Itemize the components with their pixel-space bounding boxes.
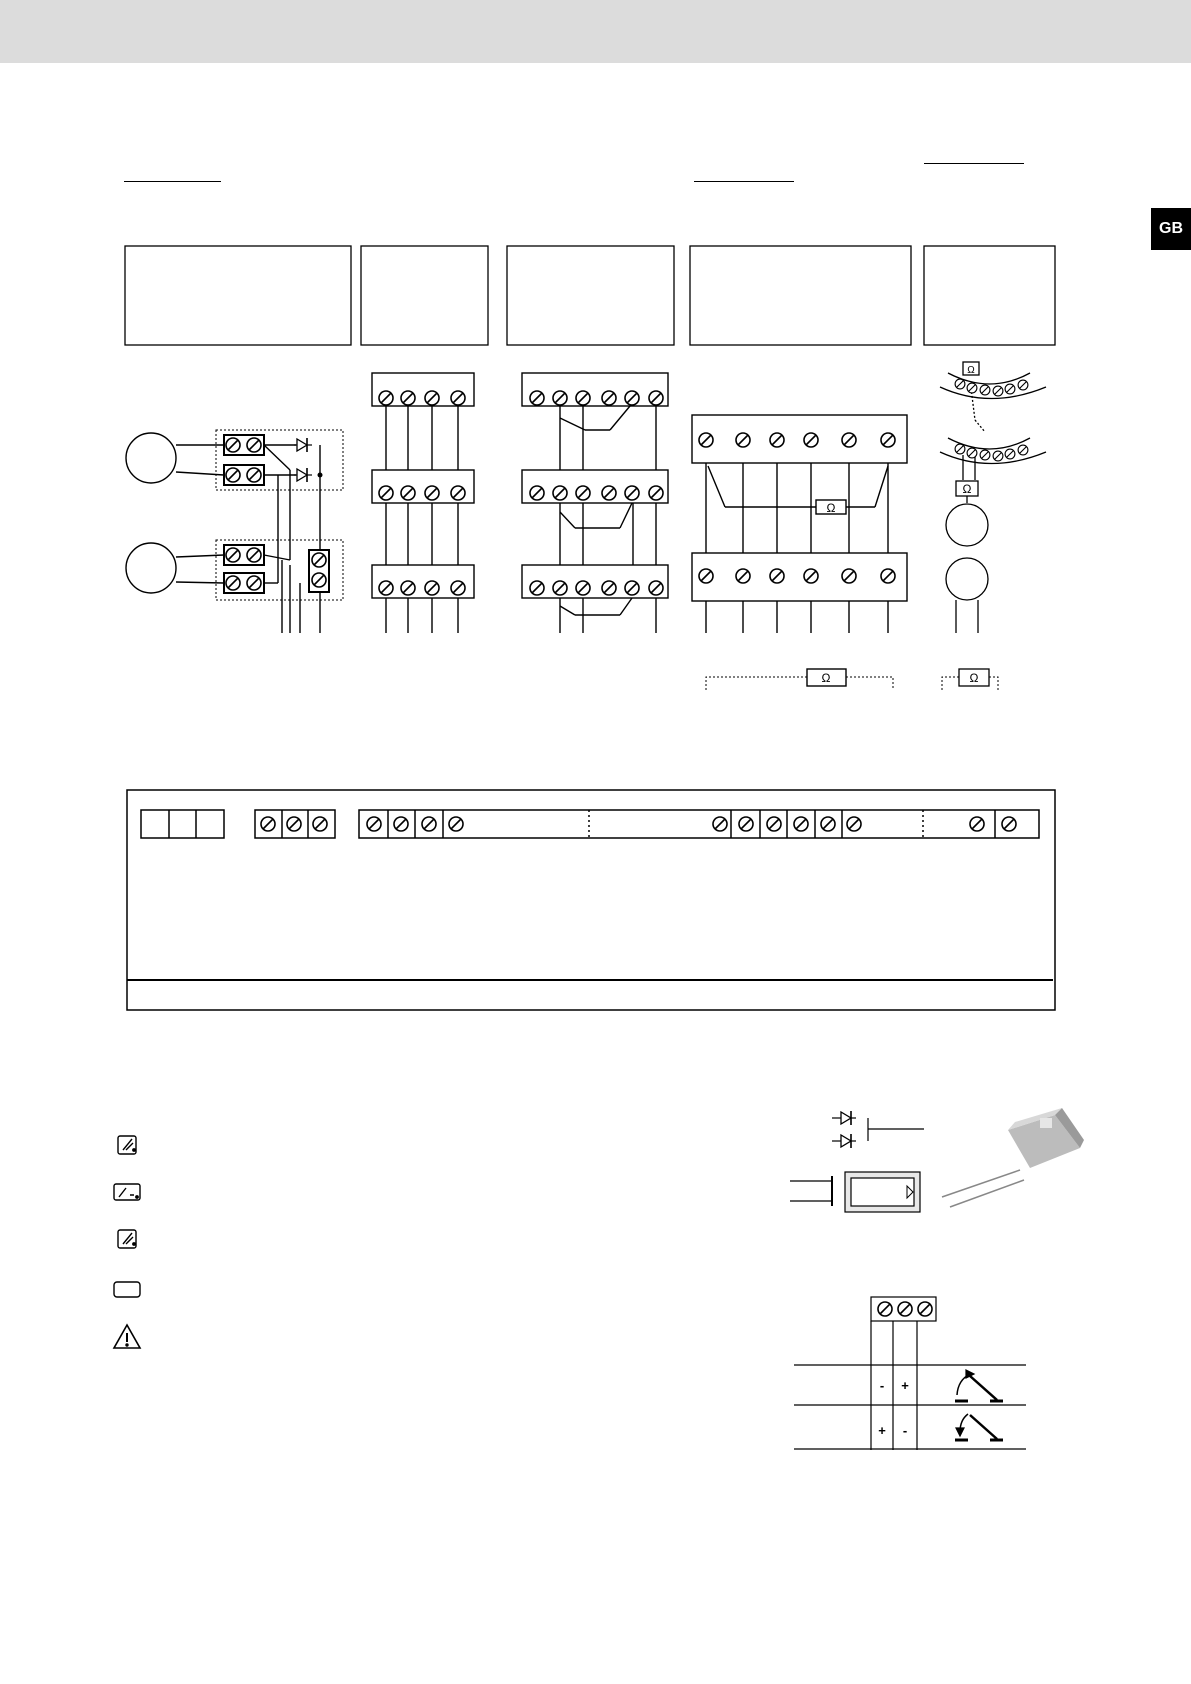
resistor-symbol-d1: Ω bbox=[826, 501, 836, 515]
resistor-symbol-e2: Ω bbox=[962, 482, 972, 496]
box-2 bbox=[361, 246, 488, 345]
polarity-r1-c2: + bbox=[901, 1378, 909, 1393]
polarity-r2-c1: + bbox=[878, 1423, 886, 1438]
polarity-table bbox=[794, 1297, 1026, 1450]
pencil-hand-icon-1 bbox=[118, 1136, 136, 1154]
box-5 bbox=[924, 246, 1055, 345]
box-3 bbox=[507, 246, 674, 345]
diode-1 bbox=[294, 438, 312, 452]
capacitor-photo bbox=[942, 1108, 1084, 1207]
box-4 bbox=[690, 246, 911, 345]
polarity-r1-c1: - bbox=[879, 1378, 885, 1393]
resistor-symbol-d2: Ω bbox=[821, 671, 831, 685]
pencil-tool-icon bbox=[114, 1184, 140, 1200]
polarity-r2-c2: - bbox=[902, 1423, 908, 1438]
diagram-e bbox=[940, 362, 1046, 690]
diode-pair-symbol bbox=[832, 1111, 924, 1148]
capacitor-symbol bbox=[790, 1172, 920, 1212]
icon-list bbox=[114, 1136, 140, 1348]
warning-icon bbox=[114, 1325, 140, 1348]
diagram-d bbox=[692, 415, 907, 690]
motor-2 bbox=[126, 543, 176, 593]
resistor-symbol-e1: Ω bbox=[967, 365, 975, 376]
box-1 bbox=[125, 246, 351, 345]
diode-2 bbox=[294, 468, 312, 482]
resistor-symbol-e3: Ω bbox=[969, 671, 979, 685]
motor-1 bbox=[126, 433, 176, 483]
language-tab[interactable]: GB bbox=[1151, 208, 1191, 250]
polarity-table-screws bbox=[878, 1302, 932, 1316]
pencil-hand-icon-2 bbox=[118, 1230, 136, 1248]
diagram-a bbox=[126, 430, 343, 633]
diagram-c bbox=[522, 373, 668, 633]
blank-key-icon bbox=[114, 1282, 140, 1297]
